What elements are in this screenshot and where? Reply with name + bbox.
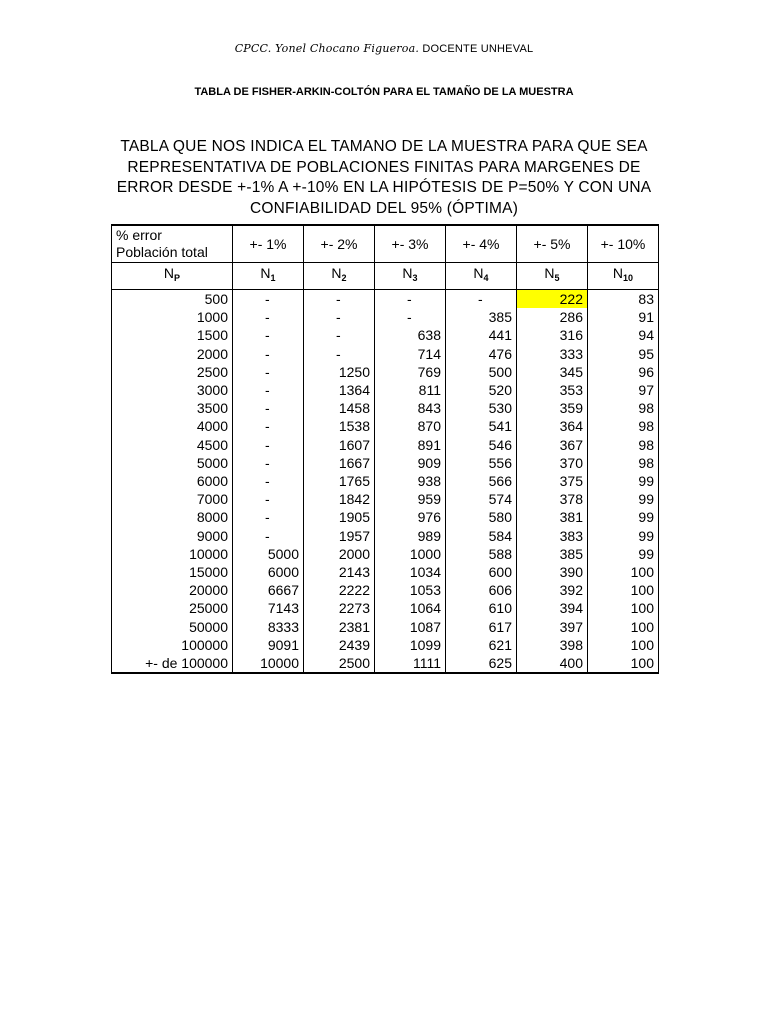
sample-size-cell: - xyxy=(446,290,517,309)
n-header-cell xyxy=(588,263,659,290)
author-name: CPCC. Yonel Chocano Figueroa. xyxy=(234,42,420,55)
sample-size-cell: - xyxy=(233,326,304,344)
sample-size-cell: 2000 xyxy=(304,545,375,563)
sample-size-cell: 621 xyxy=(446,636,517,654)
n-header-cell xyxy=(517,263,588,290)
sample-size-cell: 976 xyxy=(375,508,446,526)
table-row xyxy=(112,527,659,545)
n-letter: N xyxy=(260,265,271,281)
sample-size-cell: 891 xyxy=(375,436,446,454)
table-row xyxy=(112,581,659,599)
error-header-cell: +- 4% xyxy=(446,225,517,263)
sample-size-cell: 100 xyxy=(588,654,659,673)
n-letter: N xyxy=(473,265,484,281)
population-cell: 15000 xyxy=(112,563,233,581)
sample-size-cell: 385 xyxy=(517,545,588,563)
sample-size-cell: 1087 xyxy=(375,618,446,636)
sample-size-cell: 1111 xyxy=(375,654,446,673)
population-cell: 100000 xyxy=(112,636,233,654)
population-cell: 25000 xyxy=(112,599,233,617)
n-subscript: 10 xyxy=(623,273,634,283)
sample-size-cell: 5000 xyxy=(233,545,304,563)
sample-size-cell: 400 xyxy=(517,654,588,673)
sample-size-cell: 638 xyxy=(375,326,446,344)
n-header-cell xyxy=(446,263,517,290)
population-cell: 8000 xyxy=(112,508,233,526)
table-row xyxy=(112,636,659,654)
sample-size-cell: 520 xyxy=(446,381,517,399)
population-cell: 10000 xyxy=(112,545,233,563)
sample-size-cell: 1905 xyxy=(304,508,375,526)
sample-size-cell: 1053 xyxy=(375,581,446,599)
document-title: TABLA DE FISHER-ARKIN-COLTÓN PARA EL TAMAÑO DE LA MUESTRA xyxy=(194,86,574,98)
sample-size-cell: 6667 xyxy=(233,581,304,599)
sample-size-cell: - xyxy=(233,290,304,309)
table-row xyxy=(112,545,659,563)
sample-size-cell: 381 xyxy=(517,508,588,526)
sample-size-cell: 99 xyxy=(588,490,659,508)
n-header-cell xyxy=(304,263,375,290)
sample-size-cell: 96 xyxy=(588,363,659,381)
sample-size-cell: 7143 xyxy=(233,599,304,617)
error-header-cell: +- 2% xyxy=(304,225,375,263)
sample-size-cell: 99 xyxy=(588,545,659,563)
sample-size-cell: 1034 xyxy=(375,563,446,581)
sample-size-cell: 1957 xyxy=(304,527,375,545)
np-subscript: P xyxy=(174,273,181,283)
population-cell: 500 xyxy=(112,290,233,309)
sample-size-cell: - xyxy=(375,290,446,309)
sample-size-cell: 1458 xyxy=(304,399,375,417)
population-cell: 4000 xyxy=(112,417,233,435)
sample-size-cell: - xyxy=(233,345,304,363)
sample-size-cell: 100 xyxy=(588,618,659,636)
sample-size-cell: 9091 xyxy=(233,636,304,654)
sample-size-cell: - xyxy=(375,308,446,326)
n-subscript: 2 xyxy=(341,273,347,283)
sample-size-cell: 959 xyxy=(375,490,446,508)
n-letter: N xyxy=(612,265,624,281)
sample-size-cell: 95 xyxy=(588,345,659,363)
sample-size-cell: 367 xyxy=(517,436,588,454)
sample-size-cell: 383 xyxy=(517,527,588,545)
table-row xyxy=(112,563,659,581)
sample-size-cell: 541 xyxy=(446,417,517,435)
sample-size-cell: - xyxy=(233,417,304,435)
sample-size-cell: - xyxy=(233,472,304,490)
population-cell: 3000 xyxy=(112,381,233,399)
sample-size-cell: 375 xyxy=(517,472,588,490)
sample-size-cell: 574 xyxy=(446,490,517,508)
sample-size-cell: 91 xyxy=(588,308,659,326)
sample-size-cell: 556 xyxy=(446,454,517,472)
sample-size-cell: - xyxy=(304,345,375,363)
sample-size-cell: 2439 xyxy=(304,636,375,654)
n-subscript: 1 xyxy=(270,273,276,283)
author-role: DOCENTE UNHEVAL xyxy=(422,43,534,55)
sample-size-cell: - xyxy=(304,308,375,326)
sample-size-cell: 353 xyxy=(517,381,588,399)
np-header-cell xyxy=(112,263,233,290)
table-row xyxy=(112,363,659,381)
sample-size-cell: 98 xyxy=(588,454,659,472)
population-cell: 1000 xyxy=(112,308,233,326)
sample-size-cell: 100 xyxy=(588,599,659,617)
intro-paragraph xyxy=(98,137,670,219)
sample-size-cell: 370 xyxy=(517,454,588,472)
sample-size-cell: 769 xyxy=(375,363,446,381)
sample-size-cell: 617 xyxy=(446,618,517,636)
sample-size-cell: - xyxy=(233,399,304,417)
sample-size-cell: 600 xyxy=(446,563,517,581)
sample-size-cell: 398 xyxy=(517,636,588,654)
sample-size-cell: 97 xyxy=(588,381,659,399)
sample-size-cell: 1099 xyxy=(375,636,446,654)
n-header-cell xyxy=(375,263,446,290)
sample-size-cell: 2273 xyxy=(304,599,375,617)
n-letter: N xyxy=(402,265,413,281)
sample-size-cell: 98 xyxy=(588,399,659,417)
sample-size-cell: 392 xyxy=(517,581,588,599)
sample-size-cell: 1607 xyxy=(304,436,375,454)
sample-size-cell: 1667 xyxy=(304,454,375,472)
sample-size-cell: 588 xyxy=(446,545,517,563)
sample-size-cell: 98 xyxy=(588,436,659,454)
n-subscript: 3 xyxy=(412,273,418,283)
population-cell: 2500 xyxy=(112,363,233,381)
sample-size-cell: 546 xyxy=(446,436,517,454)
sample-size-cell: 566 xyxy=(446,472,517,490)
sample-size-cell: 1364 xyxy=(304,381,375,399)
n-header-row xyxy=(112,263,659,290)
sample-size-cell: 99 xyxy=(588,527,659,545)
sample-size-cell: 1765 xyxy=(304,472,375,490)
sample-size-cell: 530 xyxy=(446,399,517,417)
author-line xyxy=(0,42,768,55)
error-header-cell: +- 3% xyxy=(375,225,446,263)
table-row xyxy=(112,417,659,435)
sample-size-cell: 100 xyxy=(588,581,659,599)
sample-size-cell: 441 xyxy=(446,326,517,344)
intro-line: ERROR DESDE +-1% A +-10% EN LA HIPÓTESIS DE P=50% Y CON UNA xyxy=(116,179,652,196)
error-header-cell: +- 5% xyxy=(517,225,588,263)
table-row xyxy=(112,454,659,472)
sample-size-cell: 870 xyxy=(375,417,446,435)
sample-size-cell: 99 xyxy=(588,508,659,526)
error-header-cell: +- 10% xyxy=(588,225,659,263)
table-row xyxy=(112,654,659,673)
sample-size-cell: 1842 xyxy=(304,490,375,508)
sample-size-cell: - xyxy=(304,326,375,344)
sample-size-cell: 359 xyxy=(517,399,588,417)
sample-size-cell: - xyxy=(304,290,375,309)
population-cell: +- de 100000 xyxy=(112,654,233,673)
sample-size-cell: 394 xyxy=(517,599,588,617)
sample-size-cell: - xyxy=(233,527,304,545)
sample-size-cell: 390 xyxy=(517,563,588,581)
sample-size-cell: 385 xyxy=(446,308,517,326)
sample-size-cell: 580 xyxy=(446,508,517,526)
sample-size-cell: 2222 xyxy=(304,581,375,599)
sample-size-cell: - xyxy=(233,436,304,454)
n-subscript: 5 xyxy=(554,273,560,283)
sample-size-cell: 316 xyxy=(517,326,588,344)
sample-size-cell: 345 xyxy=(517,363,588,381)
population-cell: 5000 xyxy=(112,454,233,472)
sample-size-cell: 100 xyxy=(588,636,659,654)
sample-size-cell: 8333 xyxy=(233,618,304,636)
n-subscript: 4 xyxy=(483,273,489,283)
sample-size-cell: 98 xyxy=(588,417,659,435)
population-cell: 50000 xyxy=(112,618,233,636)
population-cell: 3500 xyxy=(112,399,233,417)
sample-size-cell: - xyxy=(233,454,304,472)
population-cell: 4500 xyxy=(112,436,233,454)
sample-size-cell: 1250 xyxy=(304,363,375,381)
sample-size-cell: 222 xyxy=(517,290,588,309)
corner-header-cell xyxy=(112,225,233,263)
sample-size-cell: 83 xyxy=(588,290,659,309)
intro-line: CONFIABILIDAD DEL 95% (ÓPTIMA) xyxy=(249,199,519,217)
table-row xyxy=(112,472,659,490)
sample-size-cell: - xyxy=(233,308,304,326)
sample-size-cell: 625 xyxy=(446,654,517,673)
sample-size-table xyxy=(111,224,659,674)
table-row xyxy=(112,381,659,399)
sample-size-cell: - xyxy=(233,381,304,399)
sample-size-cell: 99 xyxy=(588,472,659,490)
n-letter: N xyxy=(331,265,342,281)
sample-size-cell: 10000 xyxy=(233,654,304,673)
population-cell: 1500 xyxy=(112,326,233,344)
table-row xyxy=(112,599,659,617)
population-cell: 9000 xyxy=(112,527,233,545)
sample-size-cell: 378 xyxy=(517,490,588,508)
sample-size-cell: 584 xyxy=(446,527,517,545)
table-row xyxy=(112,508,659,526)
sample-size-cell: - xyxy=(233,490,304,508)
table-row xyxy=(112,290,659,309)
corner-population-label: Población total xyxy=(116,244,208,260)
sample-size-cell: 333 xyxy=(517,345,588,363)
population-cell: 20000 xyxy=(112,581,233,599)
sample-size-cell: 2143 xyxy=(304,563,375,581)
sample-size-cell: 989 xyxy=(375,527,446,545)
sample-size-cell: 1000 xyxy=(375,545,446,563)
table-row xyxy=(112,399,659,417)
sample-size-cell: 1538 xyxy=(304,417,375,435)
intro-line: REPRESENTATIVA DE POBLACIONES FINITAS PARA MARGENES DE xyxy=(127,158,641,176)
population-cell: 6000 xyxy=(112,472,233,490)
n-letter: N xyxy=(544,265,555,281)
error-header-row xyxy=(112,225,659,263)
sample-size-cell: 364 xyxy=(517,417,588,435)
corner-error-label: % error xyxy=(116,227,162,243)
sample-size-cell: 714 xyxy=(375,345,446,363)
sample-size-cell: 610 xyxy=(446,599,517,617)
error-header-cell: +- 1% xyxy=(233,225,304,263)
sample-size-cell: 843 xyxy=(375,399,446,417)
sample-size-cell: 286 xyxy=(517,308,588,326)
np-letter: N xyxy=(163,265,175,281)
sample-size-cell: 1064 xyxy=(375,599,446,617)
n-header-cell xyxy=(233,263,304,290)
table-row xyxy=(112,436,659,454)
sample-size-cell: 909 xyxy=(375,454,446,472)
table-row xyxy=(112,618,659,636)
sample-size-cell: - xyxy=(233,363,304,381)
sample-size-cell: 811 xyxy=(375,381,446,399)
sample-size-cell: 606 xyxy=(446,581,517,599)
sample-size-cell: 397 xyxy=(517,618,588,636)
sample-size-cell: 2500 xyxy=(304,654,375,673)
intro-line: TABLA QUE NOS INDICA EL TAMANO DE LA MUESTRA PARA QUE SEA xyxy=(120,138,648,155)
table-row xyxy=(112,326,659,344)
sample-size-cell: 94 xyxy=(588,326,659,344)
sample-size-cell: 476 xyxy=(446,345,517,363)
population-cell: 2000 xyxy=(112,345,233,363)
sample-size-cell: 6000 xyxy=(233,563,304,581)
sample-size-cell: 100 xyxy=(588,563,659,581)
sample-size-cell: - xyxy=(233,508,304,526)
sample-size-cell: 938 xyxy=(375,472,446,490)
table-row xyxy=(112,490,659,508)
sample-size-cell: 2381 xyxy=(304,618,375,636)
table-row xyxy=(112,345,659,363)
table-row xyxy=(112,308,659,326)
sample-size-cell: 500 xyxy=(446,363,517,381)
population-cell: 7000 xyxy=(112,490,233,508)
